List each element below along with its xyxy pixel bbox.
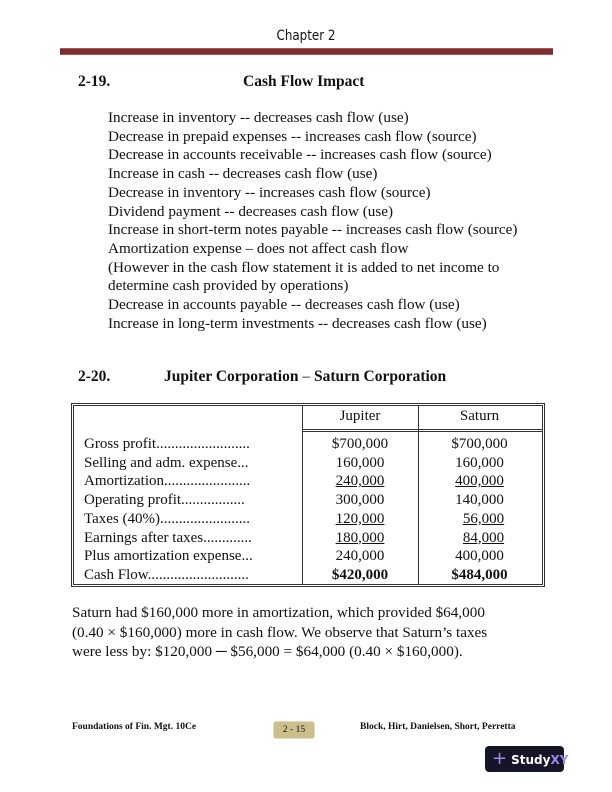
- list-item: Increase in long-term investments -- decreases cash flow (use): [108, 314, 487, 332]
- studyxy-logo[interactable]: [485, 746, 569, 772]
- logo-text: Study: [511, 753, 551, 767]
- row-label: Gross profit.........................: [84, 436, 250, 452]
- footer-authors: Block, Hirt, Danielsen, Short, Perretta: [360, 722, 516, 732]
- cell: 140,000: [455, 492, 504, 509]
- row-label: Amortization.......................: [84, 473, 251, 490]
- list-item: Dividend payment -- decreases cash flow (use): [108, 202, 394, 220]
- cell: 400,000: [455, 548, 504, 565]
- header-rule: [302, 429, 542, 432]
- explanation-paragraph: [72, 603, 552, 662]
- cell: $700,000: [331, 436, 389, 452]
- paragraph-line: (0.40 × $160,000) more in cash flow. We observe that Saturn’s taxes: [72, 623, 488, 641]
- list-item: (However in the cash flow statement it is added to net income to: [108, 258, 500, 276]
- cell: 240,000: [335, 548, 385, 565]
- jupiter-column: [302, 435, 418, 585]
- cell: 300,000: [335, 492, 385, 509]
- page-number: 2 - 15: [273, 721, 315, 739]
- cell: $700,000: [451, 436, 508, 452]
- title-separator: –: [298, 368, 314, 385]
- row-label: Operating profit.................: [84, 492, 245, 509]
- list-item: determine cash provided by operations): [108, 277, 349, 295]
- row-label: Selling and adm. expense...: [84, 454, 249, 471]
- list-item: Increase in cash -- decreases cash flow (use): [108, 165, 378, 183]
- cell: 56,000: [462, 510, 505, 527]
- list-item: Decrease in accounts receivable -- increases cash flow (source): [108, 146, 492, 164]
- row-label: Cash Flow...........................: [84, 566, 249, 583]
- list-item: Decrease in accounts payable -- decreases cash flow (use): [108, 296, 460, 314]
- cell: 120,000: [335, 510, 385, 527]
- q20-number: 2-20.: [78, 368, 111, 385]
- title-jupiter: Jupiter Corporation: [164, 368, 299, 385]
- row-label: Earnings after taxes.............: [84, 529, 252, 546]
- header-saturn: Saturn: [459, 408, 500, 424]
- chapter-header: Chapter 2: [276, 28, 336, 44]
- list-item: Amortization expense – does not affect cash flow: [108, 239, 409, 257]
- q19-lines: [108, 109, 517, 333]
- list-item: Increase in inventory -- decreases cash flow (use): [108, 109, 409, 126]
- logo-accent: XY: [550, 753, 569, 767]
- paragraph-line: Saturn had $160,000 more in amortization, which provided $64,000: [72, 604, 485, 621]
- cell-total: $420,000: [331, 566, 389, 583]
- cell: 160,000: [455, 454, 504, 471]
- header-jupiter: Jupiter: [339, 408, 381, 424]
- cell-total: $484,000: [451, 566, 508, 583]
- list-item: Increase in short-term notes payable -- increases cash flow (source): [108, 221, 518, 239]
- row-labels: [84, 435, 253, 585]
- list-item: Decrease in inventory -- increases cash flow (source): [108, 183, 431, 201]
- footer-book-title: Foundations of Fin. Mgt. 10Ce: [72, 722, 197, 732]
- q19-number: 2-19.: [78, 73, 111, 90]
- row-label: Taxes (40%)........................: [84, 510, 251, 527]
- comparison-table: [71, 403, 545, 587]
- cell: 240,000: [335, 473, 385, 490]
- header-rule: [60, 48, 553, 55]
- plus-icon: +: [492, 748, 508, 769]
- cell: 400,000: [455, 473, 504, 490]
- saturn-column: [419, 435, 540, 585]
- q19-title: Cash Flow Impact: [243, 73, 365, 90]
- cell: 180,000: [335, 529, 385, 546]
- title-saturn: Saturn Corporation: [313, 368, 447, 385]
- cell: 160,000: [335, 454, 385, 471]
- list-item: Decrease in prepaid expenses -- increases cash flow (source): [108, 127, 477, 145]
- paragraph-line: were less by: $120,000 ─ $56,000 = $64,000 (0.40 × $160,000).: [72, 643, 463, 660]
- row-label: Plus amortization expense...: [84, 548, 253, 565]
- cell: 84,000: [462, 529, 505, 546]
- q20-title: [164, 368, 446, 386]
